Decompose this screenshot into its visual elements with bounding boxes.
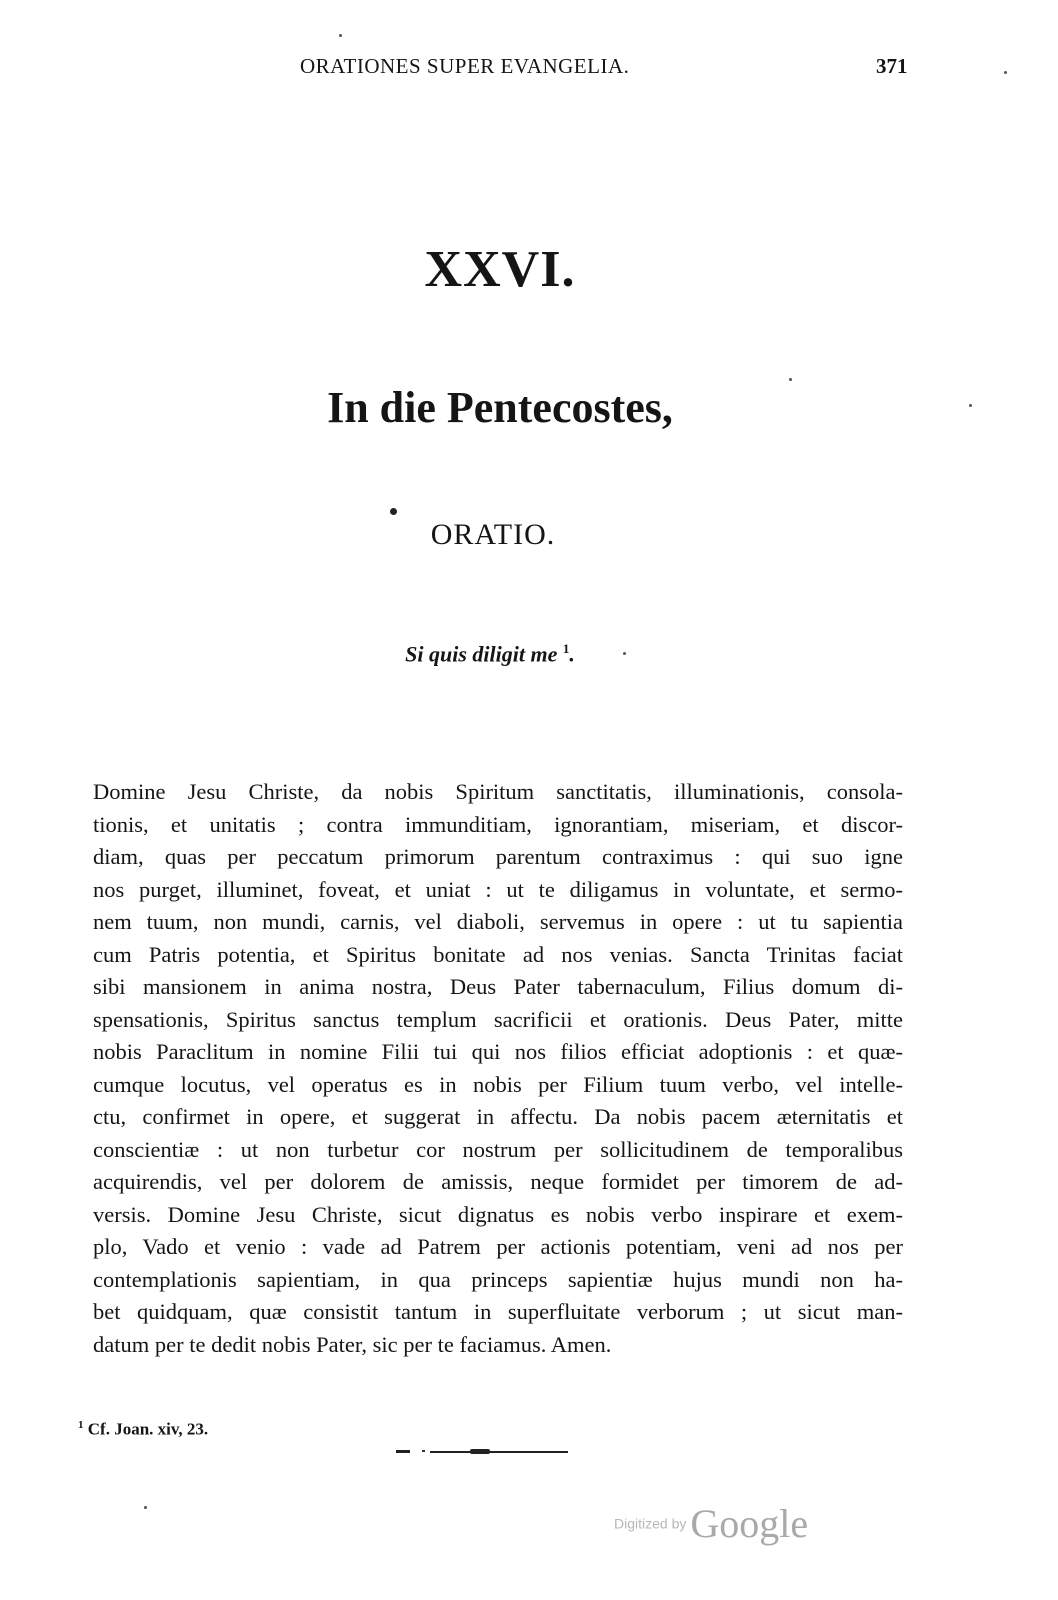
body-line: tionis, et unitatis ; contra immunditiam, ignorantiam, miseriam, et discor-	[93, 811, 903, 837]
footnote-marker: 1	[78, 1419, 84, 1431]
body-line: datum per te dedit nobis Pater, sic per te faciamus. Amen.	[93, 1331, 612, 1357]
page-number: 371	[876, 54, 908, 78]
incipit-text: Si quis diligit me	[405, 641, 558, 667]
body-line: conscientiæ : ut non turbetur cor nostrum per sollicitudinem de temporalibus	[93, 1136, 903, 1162]
footnote-text: Cf. Joan. xiv, 23.	[87, 1419, 209, 1439]
watermark-brand-logo: Google	[690, 1501, 809, 1546]
scan-speck	[623, 652, 626, 655]
scan-speck	[339, 34, 342, 37]
rule-knot	[470, 1449, 490, 1454]
footnote	[78, 1419, 208, 1440]
body-line: nos purget, illuminet, foveat, et uniat : ut te diligamus in voluntate, et sermo-	[93, 876, 903, 902]
body-line: Domine Jesu Christe, da nobis Spiritum sanctitatis, illuminationis, consola-	[93, 779, 903, 804]
body-line: versis. Domine Jesu Christe, sicut dignatus es nobis verbo inspirare et exem-	[93, 1201, 903, 1227]
body-line: sibi mansionem in anima nostra, Deus Pater tabernaculum, Filius domum di-	[93, 974, 903, 999]
body-line: diam, quas per peccatum primorum parentum contraximus : qui suo igne	[93, 844, 903, 869]
rule-dot	[422, 1450, 425, 1452]
incipit	[0, 641, 980, 667]
body-line: contemplationis sapientiam, in qua princeps sapientiæ hujus mundi non ha-	[93, 1266, 903, 1292]
footnote-reference: 1	[562, 641, 570, 656]
body-line: nem tuum, non mundi, carnis, vel diaboli, servemus in opere : ut tu sapientia	[93, 909, 903, 934]
scan-speck	[1004, 71, 1007, 74]
body-line: acquirendis, vel per dolorem de amissis, neque formidet per timorem de ad-	[93, 1169, 903, 1194]
body-line: cumque locutus, vel operatus es in nobis per Filium tuum verbo, vel intelle-	[93, 1071, 903, 1097]
closing-rule-ornament	[396, 1446, 568, 1456]
body-line: ctu, confirmet in opere, et suggerat in affectu. Da nobis pacem æternitatis et	[93, 1104, 903, 1129]
scan-speck	[969, 404, 972, 407]
body-line: cum Patris potentia, et Spiritus bonitate ad nos venias. Sancta Trinitas faciat	[93, 941, 903, 967]
body-line: bet quidquam, quæ consistit tantum in superfluitate verborum ; ut sicut man-	[93, 1299, 903, 1324]
feast-title: In die Pentecostes,	[327, 383, 673, 432]
bullet-mark	[390, 508, 397, 515]
incipit-end: .	[569, 641, 575, 667]
chapter-number: XXVI.	[424, 241, 576, 298]
section-heading: ORATIO.	[430, 518, 556, 551]
body-line: plo, Vado et venio : vade ad Patrem per actionis potentiam, veni ad nos per	[93, 1234, 903, 1259]
rule-dash	[396, 1450, 410, 1453]
watermark-prefix: Digitized by	[614, 1515, 687, 1532]
running-title: ORATIONES SUPER EVANGELIA.	[300, 54, 630, 78]
body-line: nobis Paraclitum in nomine Filii tui qui nos filios efficiat adoptionis : et quæ-	[93, 1039, 903, 1064]
digitization-watermark	[614, 1500, 808, 1547]
scan-speck	[789, 378, 792, 381]
body-line: spensationis, Spiritus sanctus templum sacrificii et orationis. Deus Pater, mitte	[93, 1006, 903, 1032]
rule-line	[430, 1451, 568, 1453]
scan-speck	[144, 1506, 147, 1509]
prayer-body	[93, 776, 903, 1361]
